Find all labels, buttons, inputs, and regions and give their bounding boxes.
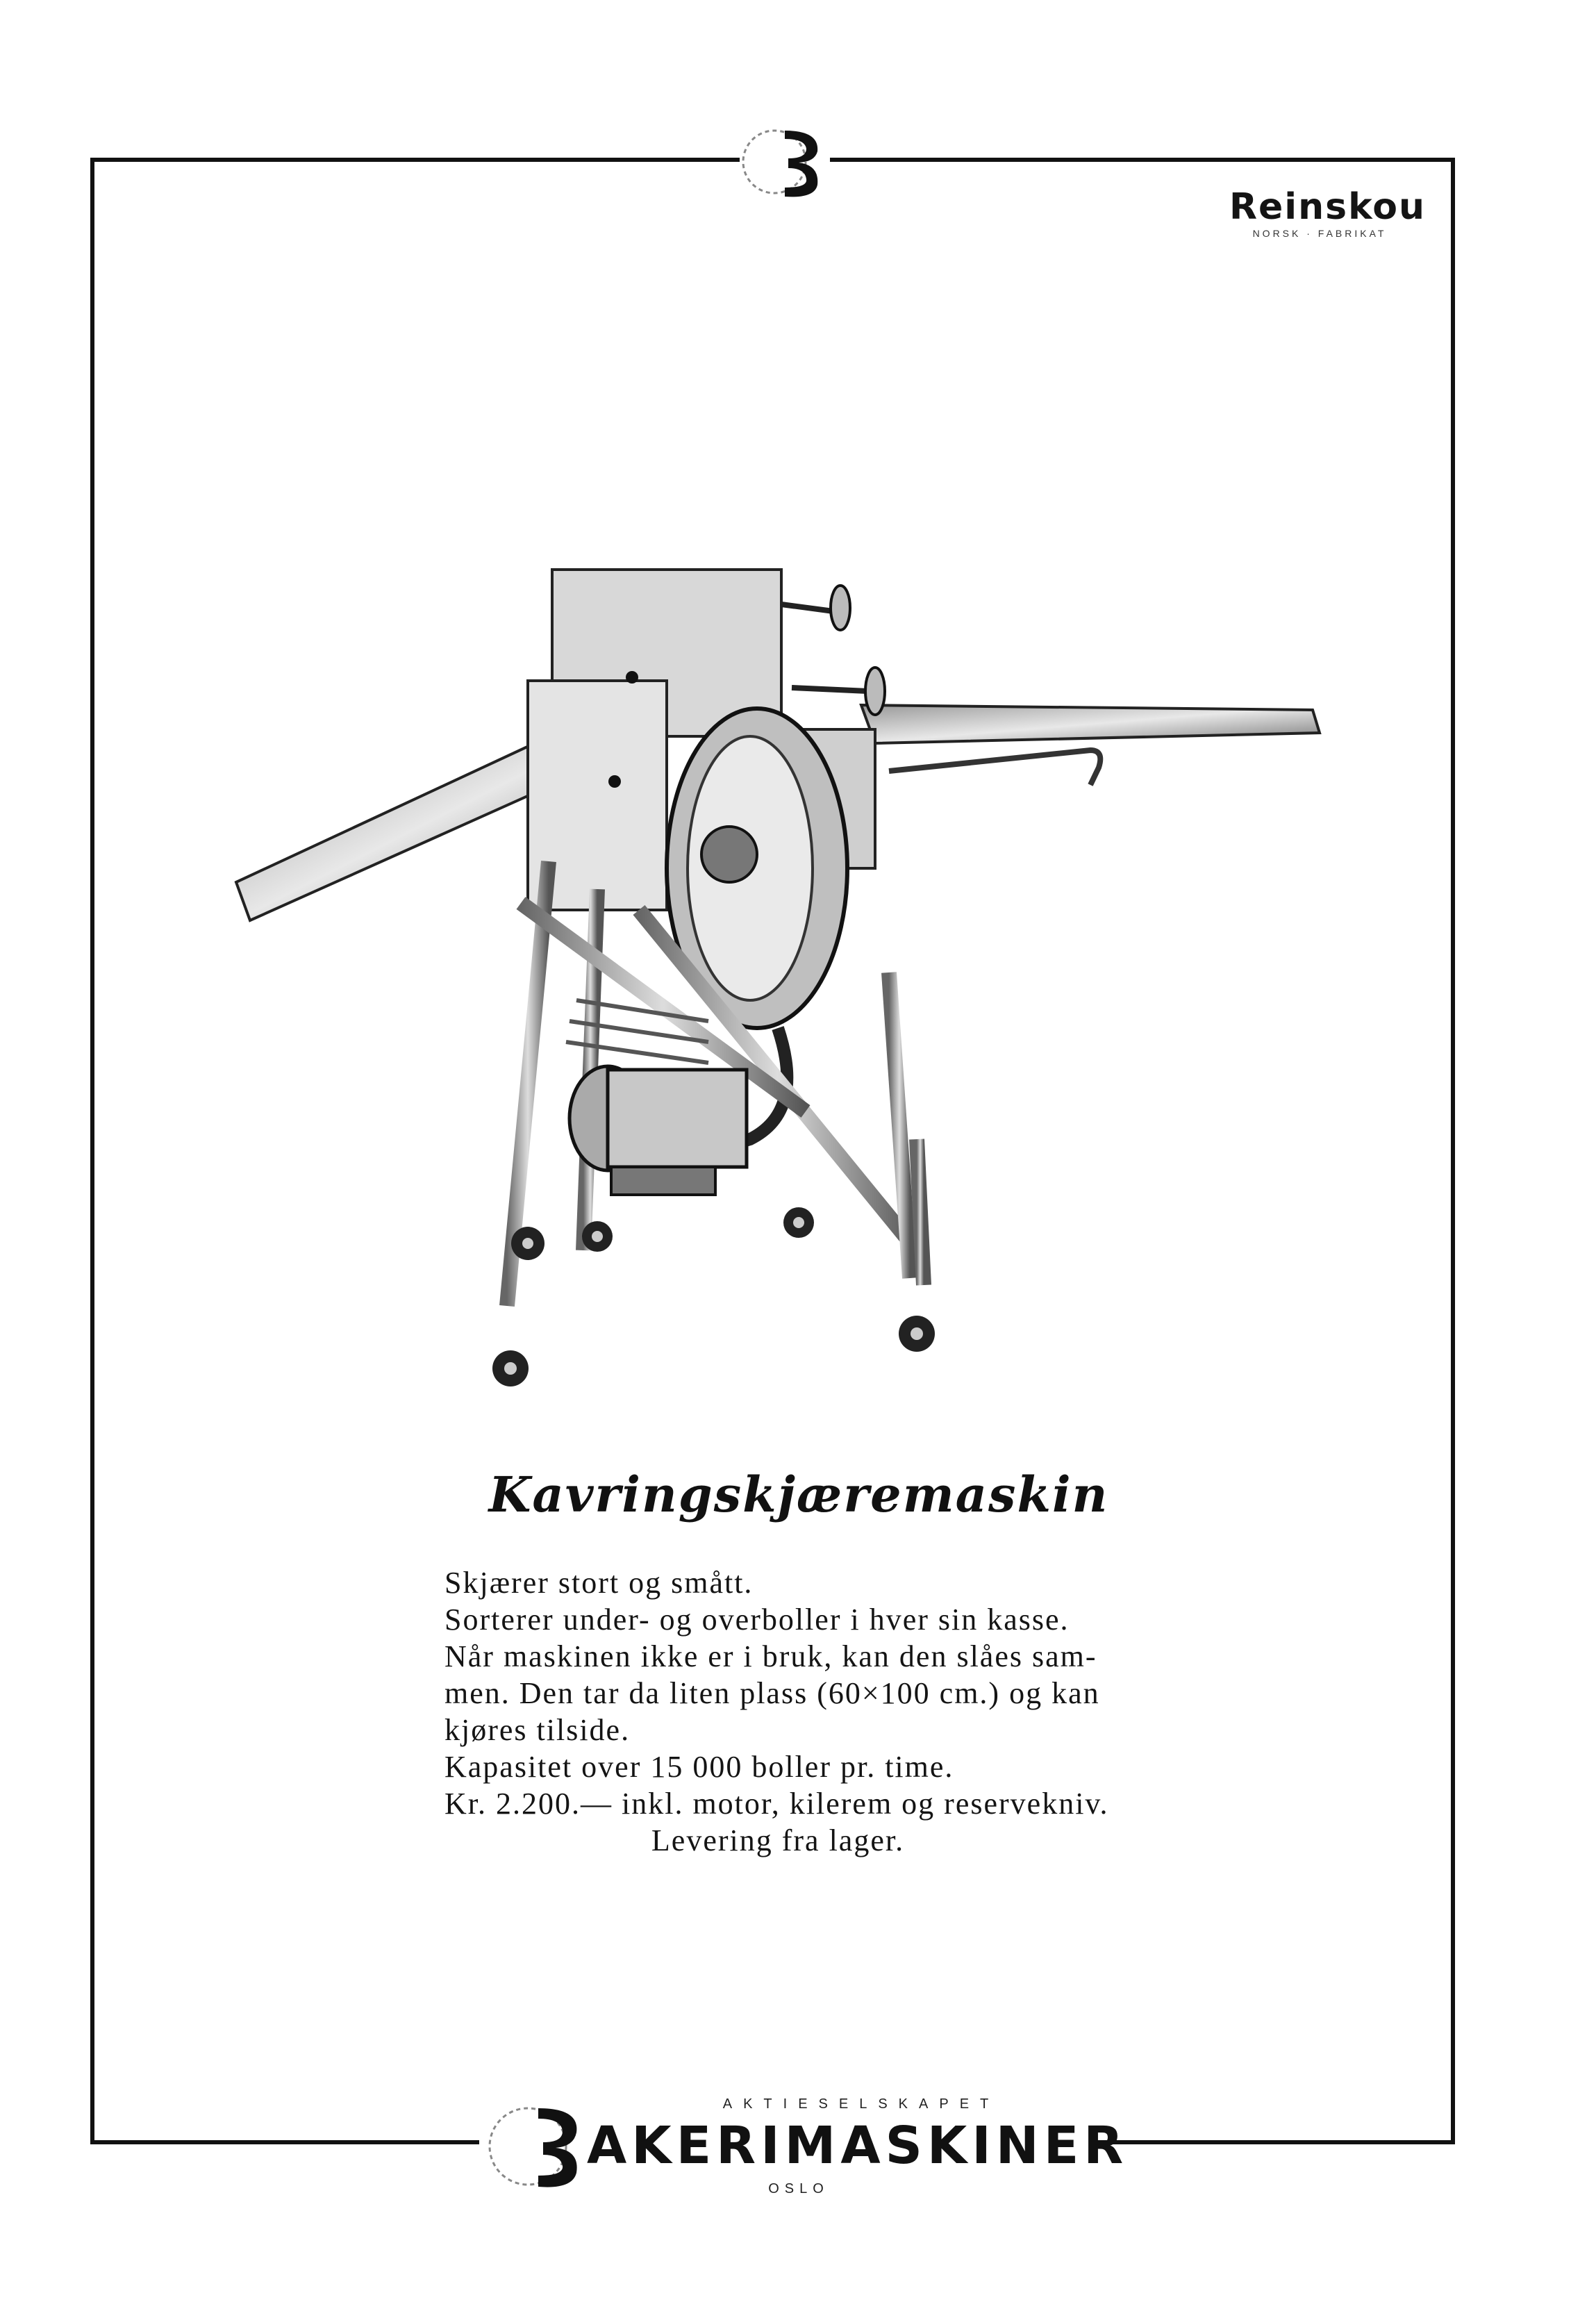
company-city: OSLO (768, 2181, 829, 2196)
frame-bottom-right (1090, 2140, 1455, 2144)
company-prefix: AKTIESELSKAPET (722, 2096, 1000, 2112)
b-gear-logo-icon (479, 2091, 583, 2195)
delivery-note: Levering fra lager. (651, 1823, 905, 1857)
company-name: AKERIMASKINER (587, 2116, 1129, 2176)
brand-name: Reinskou (1229, 186, 1427, 228)
product-description (444, 1564, 1111, 1859)
frame-left (90, 158, 94, 2144)
brand-subtitle: NORSK · FABRIKAT (1252, 228, 1387, 239)
description-line: Når maskinen ikke er i bruk, kan den slåes sam- (444, 1639, 1097, 1673)
b-gear-logo-icon (733, 110, 837, 214)
brand-logo (1229, 186, 1427, 239)
description-line: kjøres tilside. (444, 1713, 631, 1747)
frame-top-right (830, 158, 1455, 162)
company-logo-block (479, 2077, 1129, 2202)
description-line: Sorterer under- og overboller i hver sin kasse. (444, 1603, 1070, 1637)
frame-bottom-left (90, 2140, 479, 2144)
description-line: Kapasitet over 15 000 boller pr. time. (444, 1750, 954, 1784)
frame-top-left (90, 158, 740, 162)
product-title: Kavringskjæremaskin (488, 1466, 1109, 1523)
machine-illustration (222, 542, 1347, 1403)
description-line: Skjærer stort og smått. (444, 1566, 754, 1600)
description-line: men. Den tar da liten plass (60×100 cm.) og kan (444, 1676, 1100, 1710)
description-line: Kr. 2.200.— inkl. motor, kilerem og reservekniv. (444, 1787, 1109, 1821)
frame-right (1451, 158, 1455, 2144)
